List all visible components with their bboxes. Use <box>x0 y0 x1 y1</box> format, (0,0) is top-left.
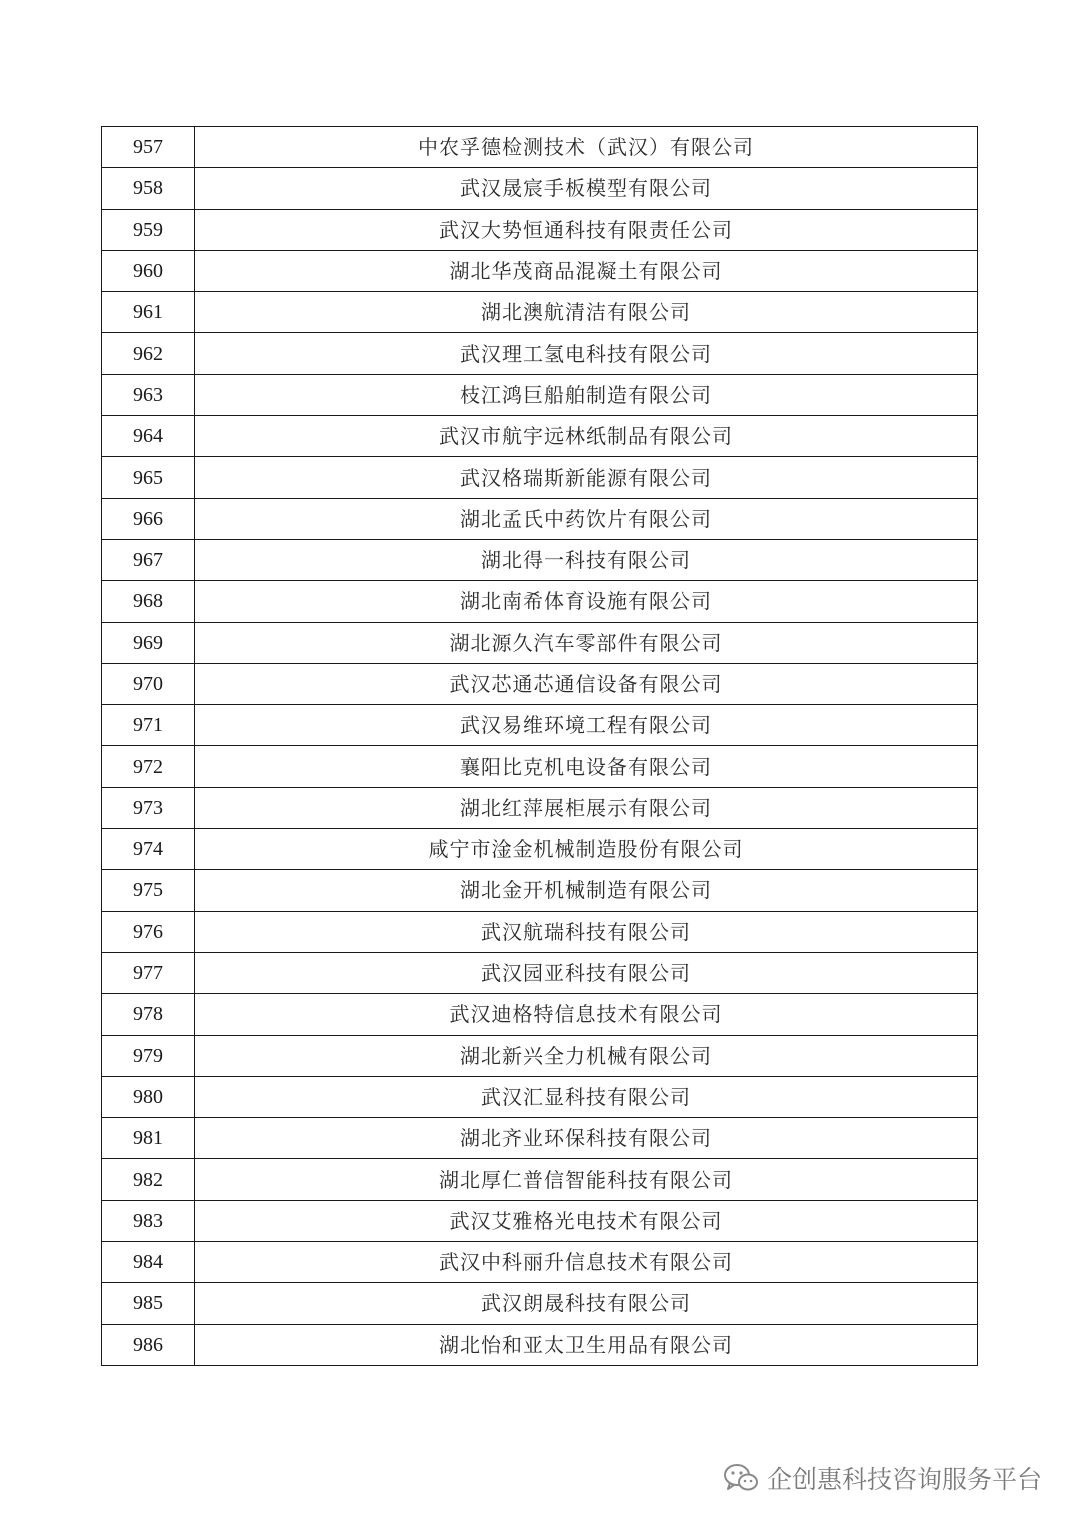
table-row <box>102 870 978 911</box>
company-name: 武汉艾雅格光电技术有限公司 <box>195 1200 978 1241</box>
table-row <box>102 952 978 993</box>
company-name: 武汉芯通芯通信设备有限公司 <box>195 663 978 704</box>
wechat-icon <box>723 1463 759 1493</box>
row-number: 960 <box>102 250 195 291</box>
row-number: 963 <box>102 374 195 415</box>
table-row <box>102 209 978 250</box>
row-number: 957 <box>102 127 195 168</box>
watermark <box>723 1460 1042 1496</box>
table-row <box>102 1242 978 1283</box>
company-name: 武汉朗晟科技有限公司 <box>195 1283 978 1324</box>
row-number: 981 <box>102 1118 195 1159</box>
row-number: 976 <box>102 911 195 952</box>
row-number: 972 <box>102 746 195 787</box>
table-row <box>102 994 978 1035</box>
table-row <box>102 1159 978 1200</box>
company-name: 枝江鸿巨船舶制造有限公司 <box>195 374 978 415</box>
table-row <box>102 539 978 580</box>
table-row <box>102 374 978 415</box>
table-row <box>102 787 978 828</box>
company-name: 武汉大势恒通科技有限责任公司 <box>195 209 978 250</box>
table-row <box>102 1200 978 1241</box>
company-name: 中农孚德检测技术（武汉）有限公司 <box>195 127 978 168</box>
company-name: 湖北金开机械制造有限公司 <box>195 870 978 911</box>
company-name: 襄阳比克机电设备有限公司 <box>195 746 978 787</box>
row-number: 970 <box>102 663 195 704</box>
row-number: 958 <box>102 168 195 209</box>
table-row <box>102 127 978 168</box>
row-number: 984 <box>102 1242 195 1283</box>
row-number: 986 <box>102 1324 195 1365</box>
company-name: 湖北新兴全力机械有限公司 <box>195 1035 978 1076</box>
company-name: 湖北澳航清洁有限公司 <box>195 292 978 333</box>
row-number: 967 <box>102 539 195 580</box>
watermark-text: 企创惠科技咨询服务平台 <box>766 1465 1042 1494</box>
company-list-table <box>101 126 978 1366</box>
row-number: 959 <box>102 209 195 250</box>
company-name: 咸宁市淦金机械制造股份有限公司 <box>195 829 978 870</box>
company-name: 湖北齐业环保科技有限公司 <box>195 1118 978 1159</box>
table-row <box>102 1324 978 1365</box>
table-row <box>102 333 978 374</box>
table-row <box>102 746 978 787</box>
row-number: 969 <box>102 622 195 663</box>
table-row <box>102 705 978 746</box>
row-number: 966 <box>102 498 195 539</box>
table-row <box>102 168 978 209</box>
table-row <box>102 416 978 457</box>
table-row <box>102 1118 978 1159</box>
row-number: 968 <box>102 581 195 622</box>
row-number: 965 <box>102 457 195 498</box>
table-row <box>102 829 978 870</box>
company-name: 武汉晟宸手板模型有限公司 <box>195 168 978 209</box>
row-number: 962 <box>102 333 195 374</box>
row-number: 964 <box>102 416 195 457</box>
table-row <box>102 1283 978 1324</box>
row-number: 974 <box>102 829 195 870</box>
company-name: 武汉易维环境工程有限公司 <box>195 705 978 746</box>
company-name: 湖北厚仁普信智能科技有限公司 <box>195 1159 978 1200</box>
row-number: 983 <box>102 1200 195 1241</box>
table-row <box>102 581 978 622</box>
table-row <box>102 1035 978 1076</box>
row-number: 985 <box>102 1283 195 1324</box>
table-row <box>102 663 978 704</box>
company-name: 湖北华茂商品混凝土有限公司 <box>195 250 978 291</box>
company-name: 武汉市航宇远林纸制品有限公司 <box>195 416 978 457</box>
company-name: 湖北南希体育设施有限公司 <box>195 581 978 622</box>
company-name: 武汉格瑞斯新能源有限公司 <box>195 457 978 498</box>
company-name: 湖北源久汽车零部件有限公司 <box>195 622 978 663</box>
table-row <box>102 1076 978 1117</box>
table-body <box>102 127 978 1366</box>
row-number: 973 <box>102 787 195 828</box>
row-number: 971 <box>102 705 195 746</box>
table-row <box>102 250 978 291</box>
company-name: 武汉迪格特信息技术有限公司 <box>195 994 978 1035</box>
company-name: 湖北红萍展柜展示有限公司 <box>195 787 978 828</box>
company-name: 湖北怡和亚太卫生用品有限公司 <box>195 1324 978 1365</box>
table-row <box>102 622 978 663</box>
row-number: 978 <box>102 994 195 1035</box>
company-name: 湖北孟氏中药饮片有限公司 <box>195 498 978 539</box>
row-number: 979 <box>102 1035 195 1076</box>
row-number: 982 <box>102 1159 195 1200</box>
row-number: 977 <box>102 952 195 993</box>
row-number: 961 <box>102 292 195 333</box>
company-name: 武汉园亚科技有限公司 <box>195 952 978 993</box>
company-name: 武汉航瑞科技有限公司 <box>195 911 978 952</box>
company-name: 武汉汇显科技有限公司 <box>195 1076 978 1117</box>
table-row <box>102 498 978 539</box>
table-row <box>102 292 978 333</box>
table-row <box>102 457 978 498</box>
row-number: 975 <box>102 870 195 911</box>
company-name: 武汉中科丽升信息技术有限公司 <box>195 1242 978 1283</box>
row-number: 980 <box>102 1076 195 1117</box>
table-row <box>102 911 978 952</box>
company-name: 武汉理工氢电科技有限公司 <box>195 333 978 374</box>
company-name: 湖北得一科技有限公司 <box>195 539 978 580</box>
